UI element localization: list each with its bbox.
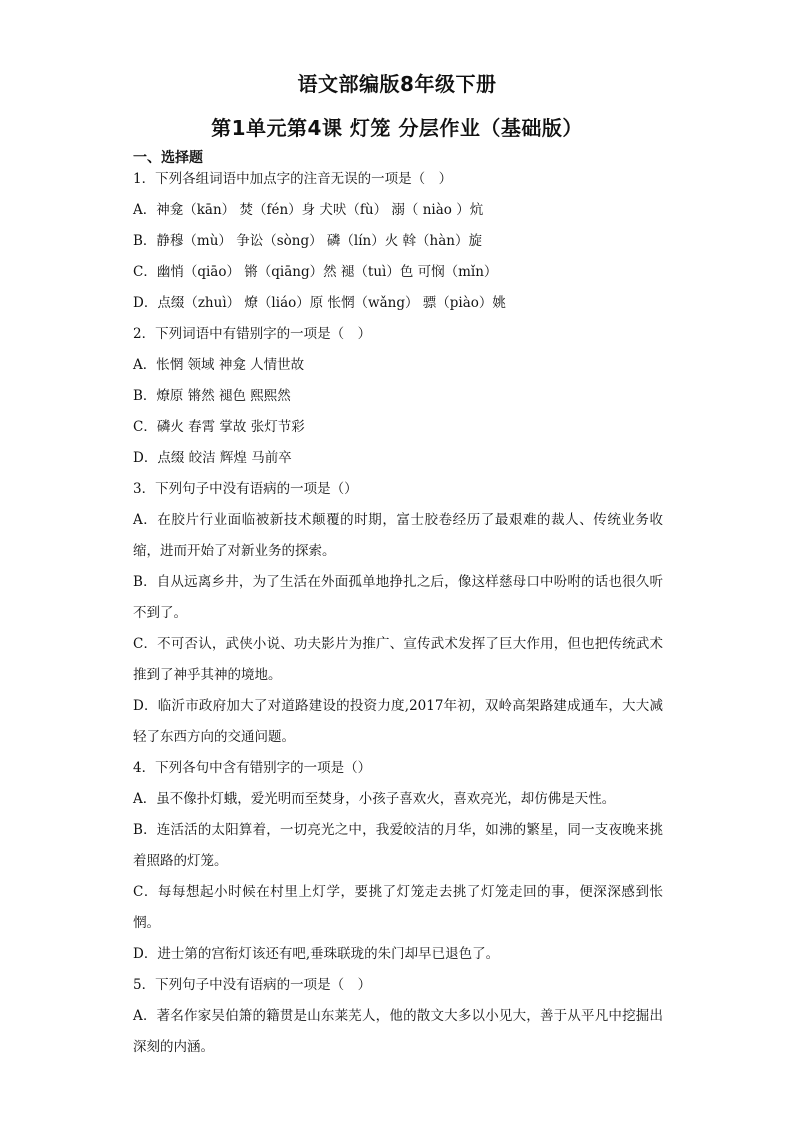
question-5: 5．下列句子中没有语病的一项是（ ） <box>133 977 372 993</box>
question-1-option-b: B．静穆（mù） 争讼（sòng） 磷（lín）火 斡（hàn）旋 <box>133 233 482 249</box>
question-4-option-d: D．进士第的宫衔灯该还有吧,垂珠联珑的朱门却早已退色了。 <box>133 946 500 962</box>
question-2-option-b: B．燎原 锵然 褪色 熙熙然 <box>133 388 291 404</box>
question-2-option-a: A．怅惘 领域 神龛 人情世故 <box>133 357 305 373</box>
question-3-option-a: A．在胶片行业面临被新技术颠覆的时期，富士胶卷经历了最艰难的裁人、传统业务收缩，进而开始了对新业务的探索。 <box>133 512 663 559</box>
question-2-option-d: D．点缀 皎洁 辉煌 马前卒 <box>133 450 292 466</box>
question-2-option-c: C．磷火 春霄 掌故 张灯节彩 <box>133 419 305 435</box>
question-5-option-a: A．著名作家吴伯箫的籍贯是山东莱芜人，他的散文大多以小见大，善于从平凡中挖掘出深刻的内涵。 <box>133 1008 663 1055</box>
question-3-option-d: D．临沂市政府加大了对道路建设的投资力度,2017年初，双岭高架路建成通车，大大减轻了东西方向的交通问题。 <box>133 698 663 745</box>
document-title: 语文部编版8年级下册 <box>297 72 497 96</box>
question-1-option-c: C．幽悄（qiāo） 锵（qiāng）然 褪（tuì）色 可悯（mǐn） <box>133 264 498 280</box>
question-3-option-b: B．自从远离乡井，为了生活在外面孤单地挣扎之后，像这样慈母口中吩咐的话也很久听不到了。 <box>133 574 663 621</box>
question-2: 2．下列词语中有错别字的一项是（ ） <box>133 326 372 342</box>
question-1-option-d: D．点缀（zhuì） 燎（liáo）原 怅惘（wǎng） 骠（piào）姚 <box>133 295 506 311</box>
question-4: 4．下列各句中含有错别字的一项是（） <box>133 760 372 776</box>
question-1: 1．下列各组词语中加点字的注音无误的一项是（ ） <box>133 171 453 187</box>
section-heading: 一、选择题 <box>133 150 203 166</box>
question-3-option-c: C．不可否认，武侠小说、功夫影片为推广、宣传武术发挥了巨大作用，但也把传统武术推到了神乎其神的境地。 <box>133 636 663 683</box>
question-1-option-a: A．神龛（kān） 焚（fén）身 犬吠（fù） 溺（ niào ）炕 <box>133 202 484 218</box>
question-4-option-c: C．每每想起小时候在村里上灯学，要挑了灯笼走去挑了灯笼走回的事，便深深感到怅惘。 <box>133 884 663 931</box>
question-list <box>133 164 663 1063</box>
question-4-option-b: B．连活活的太阳算着，一切亮光之中，我爱皎洁的月华，如沸的繁星，同一支夜晚来挑着照路的灯笼。 <box>133 822 663 869</box>
question-3: 3．下列句子中没有语病的一项是（） <box>133 481 358 497</box>
lesson-title: 第1单元第4课 灯笼 分层作业（基础版） <box>211 116 583 140</box>
question-4-option-a: A．虽不像扑灯蛾，爱光明而至焚身，小孩子喜欢火，喜欢亮光，却仿佛是天性。 <box>133 791 616 807</box>
